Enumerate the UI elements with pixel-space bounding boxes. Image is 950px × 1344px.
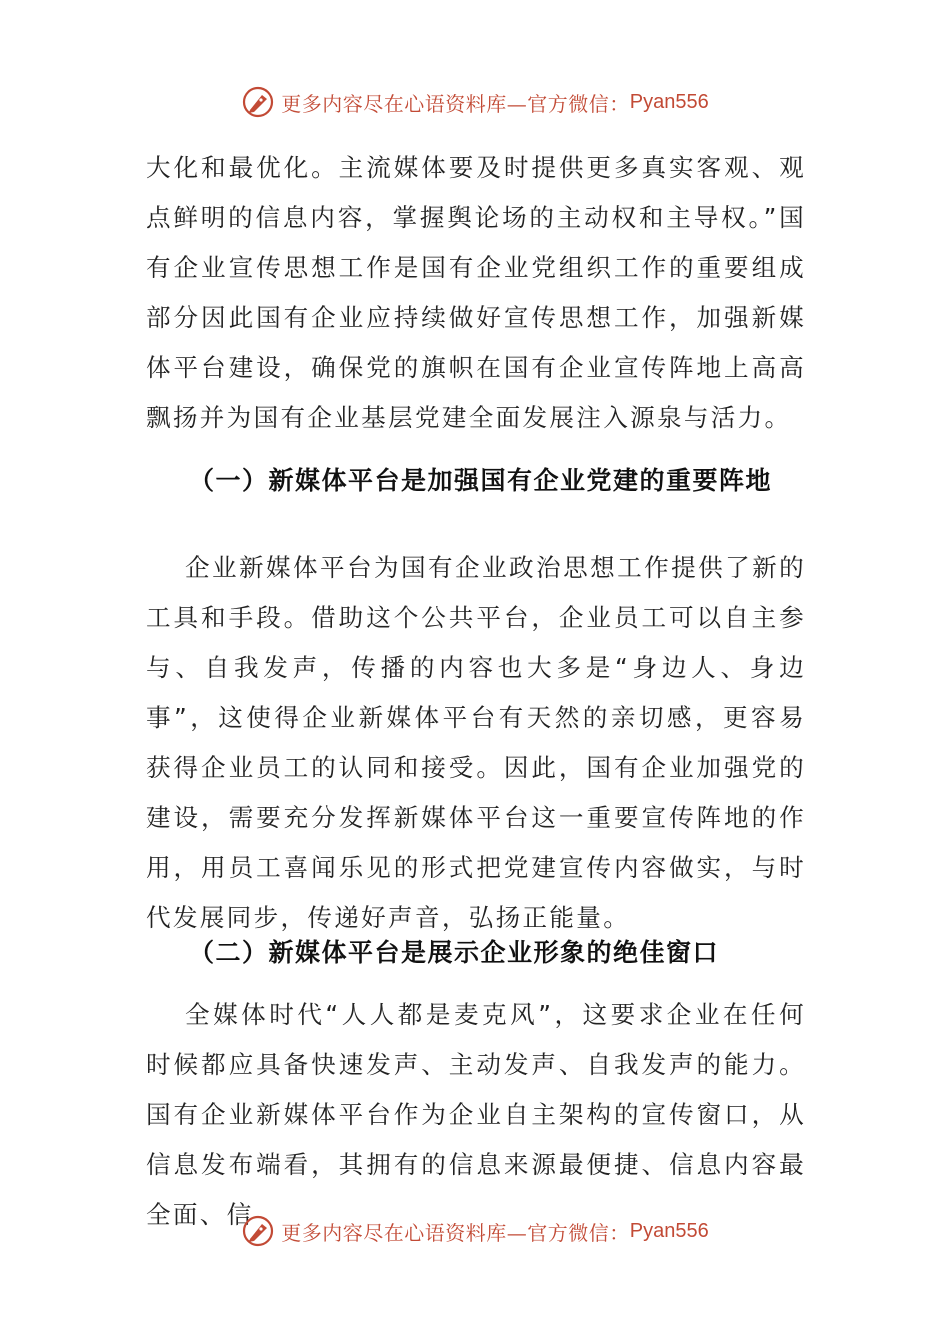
watermark-handle: Pyan556 [629, 90, 709, 113]
watermark-banner-top [0, 82, 950, 122]
body-paragraph-2: 企业新媒体平台为国有企业政治思想工作提供了新的工具和手段。借助这个公共平台，企业员工可以自主参与、自我发声，传播的内容也大多是“身边人、身边事”，这使得企业新媒体平台有天然的亲切感，更容易获得企业员工的认同和接受。因此，国有企业加强党的建设，需要充分发挥新媒体平台这一重要宣传阵地的作用，用员工喜闻乐见的形式把党建宣传内容做实，与时代发展同步，传递好声音，弘扬正能量。 [146, 553, 806, 932]
section-heading-2: （二）新媒体平台是展示企业形象的绝佳窗口 [189, 938, 720, 967]
pen-nib-logo-icon [241, 85, 275, 119]
watermark-handle: Pyan556 [629, 1219, 709, 1242]
body-paragraph-3: 全媒体时代“人人都是麦克风”，这要求企业在任何时候都应具备快速发声、主动发声、自我发声的能力。国有企业新媒体平台作为企业自主架构的宣传窗口，从信息发布端看，其拥有的信息来源最便捷、信息内容最全面、信 [146, 1000, 806, 1229]
watermark-text: 更多内容尽在心语资料库—官方微信： [281, 1220, 630, 1245]
section-heading-1: （一）新媒体平台是加强国有企业党建的重要阵地 [189, 466, 773, 495]
watermark-banner-bottom [0, 1211, 950, 1251]
pen-nib-logo-icon [241, 1214, 275, 1248]
watermark-text: 更多内容尽在心语资料库—官方微信： [281, 91, 630, 116]
body-paragraph-1: 大化和最优化。主流媒体要及时提供更多真实客观、观点鲜明的信息内容，掌握舆论场的主动权和主导权。”国有企业宣传思想工作是国有企业党组织工作的重要组成部分因此国有企业应持续做好宣传思想工作，加强新媒体平台建设，确保党的旗帜在国有企业宣传阵地上高高飘扬并为国有企业基层党建全面发展注入源泉与活力。 [146, 153, 806, 432]
